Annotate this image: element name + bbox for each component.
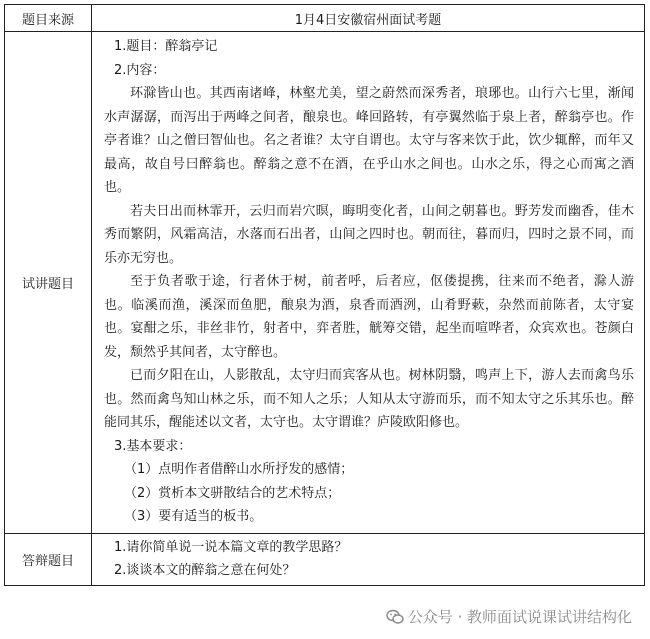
lecture-label: 试讲题目 xyxy=(5,32,92,534)
lecture-row xyxy=(5,32,645,534)
passage-paragraph-2: 若夫日出而林霏开，云归而岩穴暝，晦明变化者，山间之朝暮也。野芳发而幽香，佳木秀而繁阴，风霜高洁，水落而石出者，山间之四时也。朝而往，暮而归，四时之景不同，而乐亦无穷也。 xyxy=(104,203,634,266)
source-label: 题目来源 xyxy=(5,5,92,32)
watermark xyxy=(386,606,632,627)
exam-table xyxy=(4,4,645,586)
requirements-label: 3.基本要求： xyxy=(114,438,192,454)
source-value: 1月4日安徽宿州面试考题 xyxy=(92,5,645,32)
defense-label: 答辩题目 xyxy=(5,533,92,585)
defense-content xyxy=(92,533,645,585)
passage-paragraph-3: 至于负者歌于途，行者休于树，前者呼，后者应，伛偻提携，往来而不绝者，滁人游也。临溪而渔，溪深而鱼肥，酿泉为酒，泉香而酒洌，山肴野蔌，杂然而前陈者，太守宴也。宴酣之乐，非丝非竹，射者中，弈者胜，觥筹交错，起坐而喧哗者，众宾欢也。苍颜白发，颓然乎其间者，太守醉也。 xyxy=(104,274,634,360)
source-row xyxy=(5,5,645,32)
watermark-text: 公众号 · 教师面试说课试讲结构化 xyxy=(407,608,632,626)
passage-paragraph-1: 环滁皆山也。其西南诸峰，林壑尤美，望之蔚然而深秀者，琅琊也。山行六七里，渐闻水声潺潺，而泻出于两峰之间者，酿泉也。峰回路转，有亭翼然临于泉上者，醉翁亭也。作亭者谁？山之僧曰智仙也。名之者谁？太守自谓也。太守与客来饮于此，饮少辄醉，而年又最高，故自号曰醉翁也。醉翁之意不在酒，在乎山水之间也。山水之乐，得之心而寓之酒也。 xyxy=(104,86,634,195)
defense-question-2: 2.谈谈本文的醉翁之意在何处？ xyxy=(114,563,296,578)
defense-question-1: 1.请你简单说一说本篇文章的教学思路？ xyxy=(114,539,348,555)
passage-paragraph-4: 已而夕阳在山，人影散乱，太守归而宾客从也。树林阴翳，鸣声上下，游人去而禽鸟乐也。然而禽鸟知山林之乐，而不知人之乐；人知从太守游而乐，而不知太守之乐其乐也。醉能同其乐，醒能述以文者，太守也。太守谓谁？庐陵欧阳修也。 xyxy=(104,368,634,430)
requirement-item-2: （2）赏析本文骈散结合的艺术特点； xyxy=(124,485,341,501)
requirement-item-3: （3）要有适当的板书。 xyxy=(124,509,263,524)
requirement-item-1: （1）点明作者借醉山水所抒发的感情； xyxy=(124,462,354,477)
wechat-icon xyxy=(386,608,404,626)
lecture-content xyxy=(92,32,645,534)
defense-row xyxy=(5,533,645,585)
content-label: 2.内容： xyxy=(114,62,166,78)
lecture-topic: 1.题目：醉翁亭记 xyxy=(114,39,218,54)
